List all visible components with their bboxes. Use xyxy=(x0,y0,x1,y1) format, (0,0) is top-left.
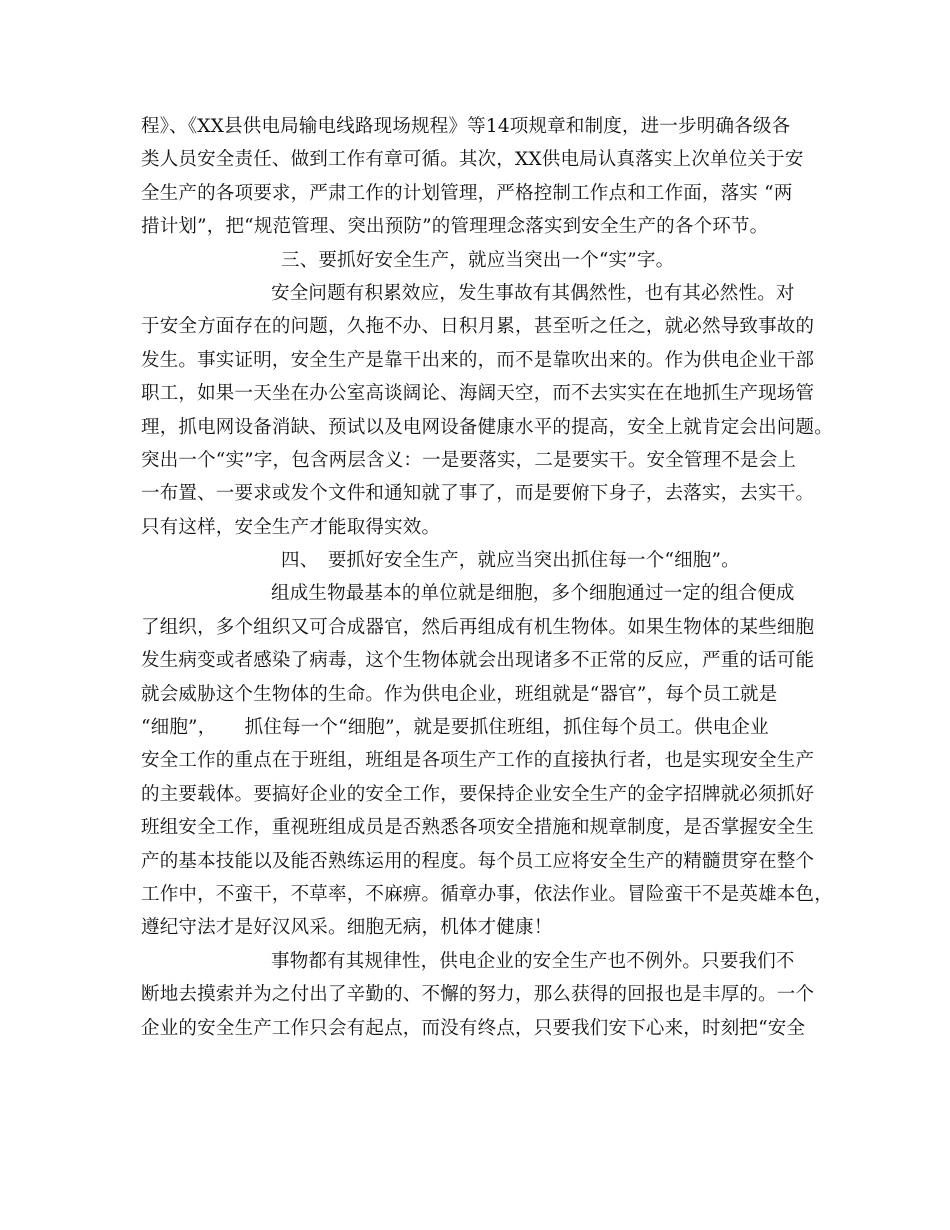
body-line: 发生病变或者感染了病毒，这个生物体就会出现诸多不正常的反应，严重的话可能 xyxy=(141,650,815,672)
body-line: 只有这样，安全生产才能取得实效。 xyxy=(141,516,441,538)
body-line: 类人员安全责任、做到工作有章可循。其次，XX供电局认真落实上次单位关于安 xyxy=(141,149,804,171)
section-heading-4: 四、 要抓好安全生产，就应当突出抓住每一个“细胞”。 xyxy=(281,550,740,572)
body-line: 理，抓电网设备消缺、预试以及电网设备健康水平的提高，安全上就肯定会出问题。 xyxy=(141,416,833,438)
body-line: 安全问题有积累效应，发生事故有其偶然性，也有其必然性。对 xyxy=(271,282,795,304)
body-line: 断地去摸索并为之付出了辛勤的、不懈的努力，那么获得的回报也是丰厚的。一个 xyxy=(141,984,815,1006)
body-line: 企业的安全生产工作只会有起点，而没有终点，只要我们安下心来，时刻把“安全 xyxy=(141,1017,806,1039)
body-line: 班组安全工作，重视班组成员是否熟悉各项安全措施和规章制度，是否掌握安全生 xyxy=(141,817,815,839)
body-line: 了组织，多个组织又可合成器官，然后再组成有机生物体。如果生物体的某些细胞 xyxy=(141,616,815,638)
body-line: 安全工作的重点在于班组，班组是各项生产工作的直接执行者，也是实现安全生产 xyxy=(141,750,815,772)
body-line: 于安全方面存在的问题，久拖不办、日积月累，甚至听之任之，就必然导致事故的 xyxy=(141,316,815,338)
body-line: 工作中，不蛮干，不草率，不麻痹。循章办事，依法作业。冒险蛮干不是英雄本色， xyxy=(141,883,833,905)
body-line: 事物都有其规律性，供电企业的安全生产也不例外。只要我们不 xyxy=(271,950,795,972)
body-line: 突出一个“实”字，包含两层含义：一是要落实，二是要实干。安全管理不是会上 xyxy=(141,449,797,471)
body-line: “细胞”， 抓住每一个“细胞”，就是要抓住班组，抓住每个员工。供电企业 xyxy=(141,717,769,739)
section-heading-3: 三、要抓好安全生产，就应当突出一个“实”字。 xyxy=(281,249,675,271)
body-line: 组成生物最基本的单位就是细胞，多个细胞通过一定的组合便成 xyxy=(271,583,795,605)
body-line: 程》、《XX县供电局输电线路现场规程》等14项规章和制度，进一步明确各级各 xyxy=(141,116,791,137)
body-line: 措计划”，把“规范管理、突出预防”的管理理念落实到安全生产的各个环节。 xyxy=(141,216,769,238)
body-line: 全生产的各项要求，严肃工作的计划管理，严格控制工作点和工作面，落实 “两 xyxy=(141,182,793,204)
body-line: 遵纪守法才是好汉风采。细胞无病，机体才健康！ xyxy=(141,917,553,939)
body-line: 一布置、一要求或发个文件和通知就了事了，而是要俯下身子，去落实，去实干。 xyxy=(141,483,815,505)
body-line: 职工，如果一天坐在办公室高谈阔论、海阔天空，而不去实实在在地抓生产现场管 xyxy=(141,383,815,405)
body-line: 产的基本技能以及能否熟练运用的程度。每个员工应将安全生产的精髓贯穿在整个 xyxy=(141,850,815,872)
body-line: 的主要载体。要搞好企业的安全工作，要保持企业安全生产的金字招牌就必须抓好 xyxy=(141,783,815,805)
document-body xyxy=(141,110,833,1045)
body-line: 发生。事实证明，安全生产是靠干出来的，而不是靠吹出来的。作为供电企业干部 xyxy=(141,349,815,371)
body-line: 就会威胁这个生物体的生命。作为供电企业，班组就是“器官”，每个员工就是 xyxy=(141,683,778,705)
